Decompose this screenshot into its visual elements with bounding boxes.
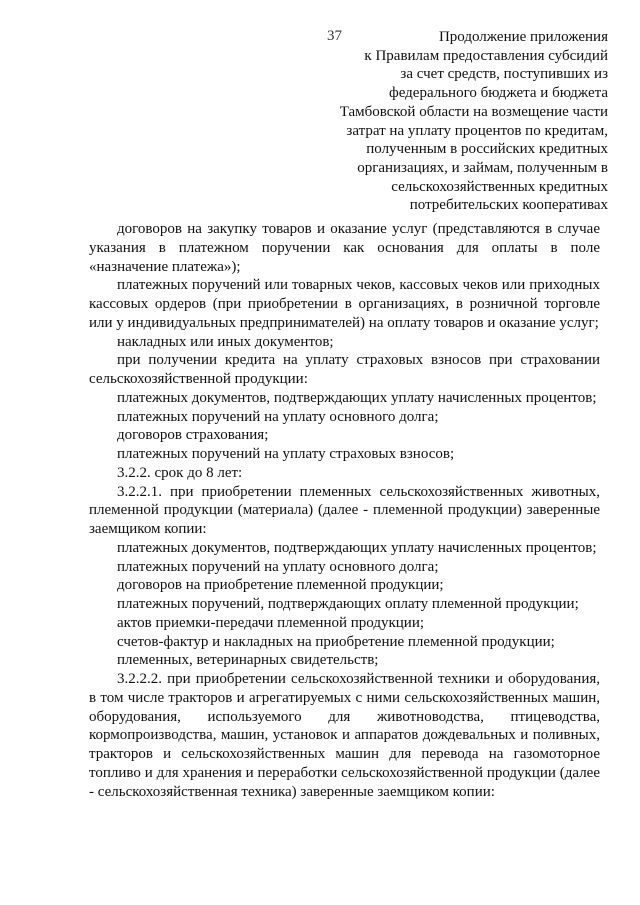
paragraph: договоров страхования; bbox=[117, 427, 269, 444]
header-line: к Правилам предоставления субсидий bbox=[364, 47, 608, 64]
page-number: 37 bbox=[327, 28, 342, 44]
header-line: федерального бюджета и бюджета bbox=[388, 85, 608, 102]
header-line: организациях, и займам, полученным в bbox=[357, 159, 608, 176]
paragraph: 3.2.2.1. при приобретении племенных сельскохозяйственных животных, племенной продукции (материала) (далее - племенной продукции) заверенные заемщиком копии: bbox=[89, 483, 600, 537]
paragraph: племенных, ветеринарных свидетельств; bbox=[117, 652, 379, 669]
header-line: полученным в российских кредитных bbox=[366, 141, 608, 158]
header-line: Продолжение приложения bbox=[438, 29, 608, 45]
paragraph: платежных поручений или товарных чеков, кассовых чеков или приходных кассовых ордеров (при приобретении в организациях, в розничной торговле или у индивидуальных предпринимателей) на оплату товаров и оказание услуг; bbox=[89, 277, 600, 331]
paragraph: 3.2.2.2. при приобретении сельскохозяйственной техники и оборудования, в том числе тракторов и агрегатируемых с ними сельскохозяйственных машин, оборудования, используемого для животноводства, птицеводства, кормопроизводства, машин, установок и аппаратов дождевальных и поливных, тракторов и сельскохозяйственных машин для перевода на газомоторное топливо и для хранения и переработки сельскохозяйственной продукции (далее - сельскохозяйственная техника) заверенные заемщиком копии: bbox=[89, 671, 600, 800]
paragraph: договоров на приобретение племенной продукции; bbox=[117, 577, 444, 594]
appendix-header bbox=[288, 28, 608, 215]
header-line: потребительских кооперативах bbox=[409, 197, 608, 214]
paragraph: накладных или иных документов; bbox=[117, 333, 334, 350]
document-body bbox=[89, 220, 600, 801]
paragraph: при получении кредита на уплату страховых взносов при страховании сельскохозяйственной продукции: bbox=[89, 352, 600, 387]
paragraph: актов приемки-передачи племенной продукции; bbox=[117, 614, 425, 631]
header-line: сельскохозяйственных кредитных bbox=[391, 178, 608, 195]
header-line: затрат на уплату процентов по кредитам, bbox=[346, 122, 608, 139]
paragraph: платежных поручений на уплату основного долга; bbox=[117, 558, 439, 575]
paragraph: платежных поручений, подтверждающих оплату племенной продукции; bbox=[117, 596, 579, 612]
paragraph: платежных документов, подтверждающих уплату начисленных процентов; bbox=[117, 539, 597, 556]
header-line: за счет средств, поступивших из bbox=[400, 66, 608, 83]
header-line: Тамбовской области на возмещение части bbox=[339, 103, 608, 120]
paragraph: 3.2.2. срок до 8 лет: bbox=[117, 464, 243, 481]
paragraph: платежных поручений на уплату основного долга; bbox=[117, 408, 439, 425]
paragraph: счетов-фактур и накладных на приобретение племенной продукции; bbox=[117, 633, 555, 650]
paragraph: платежных поручений на уплату страховых взносов; bbox=[117, 446, 455, 462]
paragraph: договоров на закупку товаров и оказание услуг (представляются в случае указания в платежном поручении как основания для оплаты в поле «назначение платежа»); bbox=[89, 221, 600, 275]
paragraph: платежных документов, подтверждающих уплату начисленных процентов; bbox=[117, 389, 597, 406]
